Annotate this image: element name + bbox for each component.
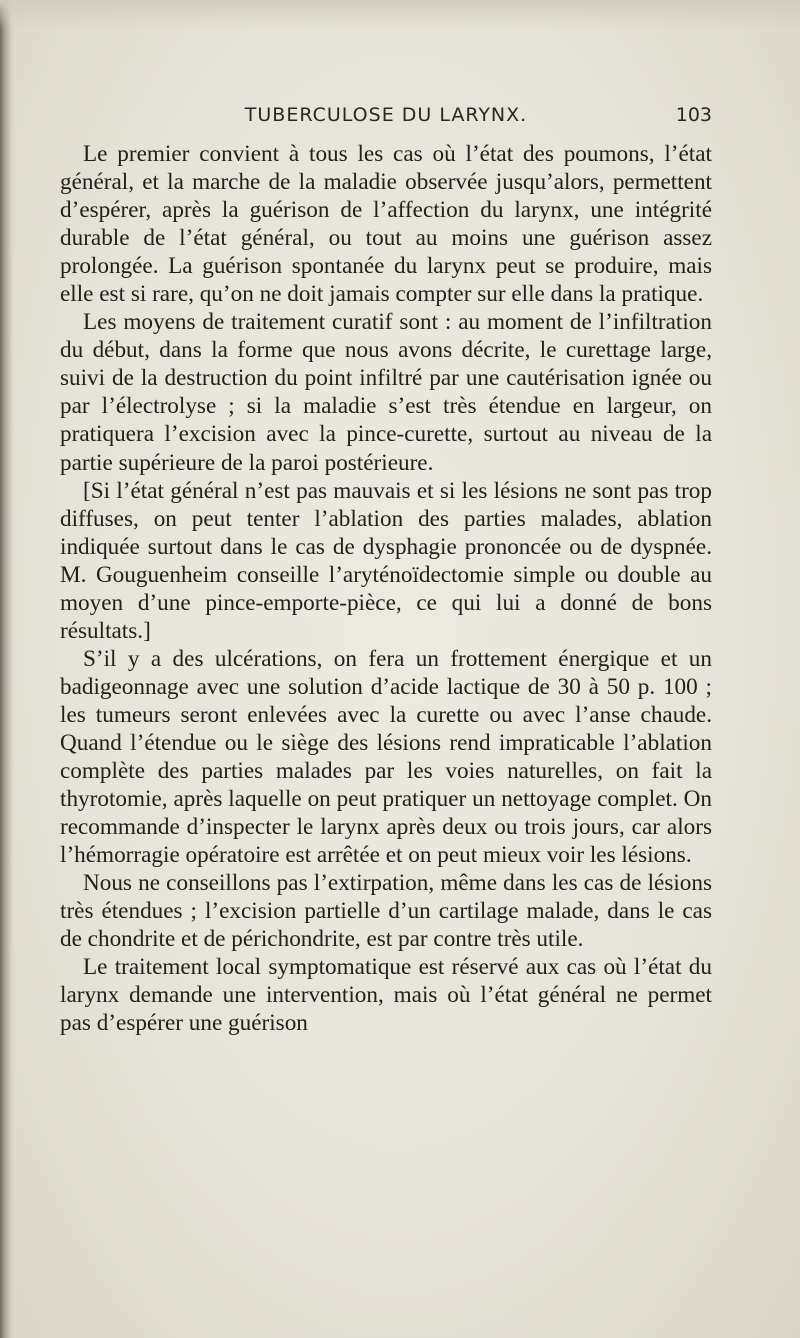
page-binding-shadow [0, 0, 14, 1338]
page-top-shadow [0, 0, 800, 30]
page-number: 103 [675, 104, 712, 126]
paragraph-3: [Si l’état général n’est pas mauvais et si les lésions ne sont pas trop diffuses, on peut tenter l’ablation des parties malades, ablation indiquée surtout dans le cas de dysphagie prononcée ou de dyspnée. M. Gouguenheim conseille l’aryténoïdectomie simple ou double au moyen d’une pince-emporte-pièce, ce qui lui a donné de bons résultats.] [60, 477, 712, 644]
body-text [60, 140, 712, 1038]
paragraph-6: Le traitement local symptomatique est réservé aux cas où l’état du larynx demande une intervention, mais où l’état général ne permet pas d’espérer une guérison [60, 954, 712, 1037]
running-title: TUBERCULOSE DU LARYNX. [244, 104, 528, 126]
paragraph-2: Les moyens de traitement curatif sont : au moment de l’infiltration du début, dans la forme que nous avons décrite, le curettage large, suivi de la destruction du point infiltré par une cautérisation ignée ou par l’électrolyse ; si la maladie s’est très étendue en largeur, on pratiquera l’excision avec la pince-curette, surtout au niveau de la partie supérieure de la paroi postérieure. [60, 309, 712, 476]
running-header [60, 104, 712, 134]
paragraph-1: Le premier convient à tous les cas où l’état des poumons, l’état général, et la marche de la maladie observée jusqu’alors, permettent d’espérer, après la guérison de l’affection du larynx, une intégrité durable de l’état général, ou tout au moins une guérison assez prolongée. La guérison spontanée du larynx peut se produire, mais elle est si rare, qu’on ne doit jamais compter sur elle dans la pratique. [60, 141, 712, 308]
paragraph-5: Nous ne conseillons pas l’extirpation, même dans les cas de lésions très étendues ; l’excision partielle d’un cartilage malade, dans le cas de chondrite et de périchondrite, est par contre très utile. [60, 870, 712, 953]
paragraph-4: S’il y a des ulcérations, on fera un frottement énergique et un badigeonnage avec une solution d’acide lactique de 30 à 50 p. 100 ; les tumeurs seront enlevées avec la curette ou avec l’anse chaude. Quand l’étendue ou le siège des lésions rend impraticable l’ablation complète des parties malades par les voies naturelles, on fait la thyrotomie, après laquelle on peut pratiquer un nettoyage complet. On recommande d’inspecter le larynx après deux ou trois jours, car alors l’hémorragie opératoire est arrêtée et on peut mieux voir les lésions. [60, 645, 712, 869]
